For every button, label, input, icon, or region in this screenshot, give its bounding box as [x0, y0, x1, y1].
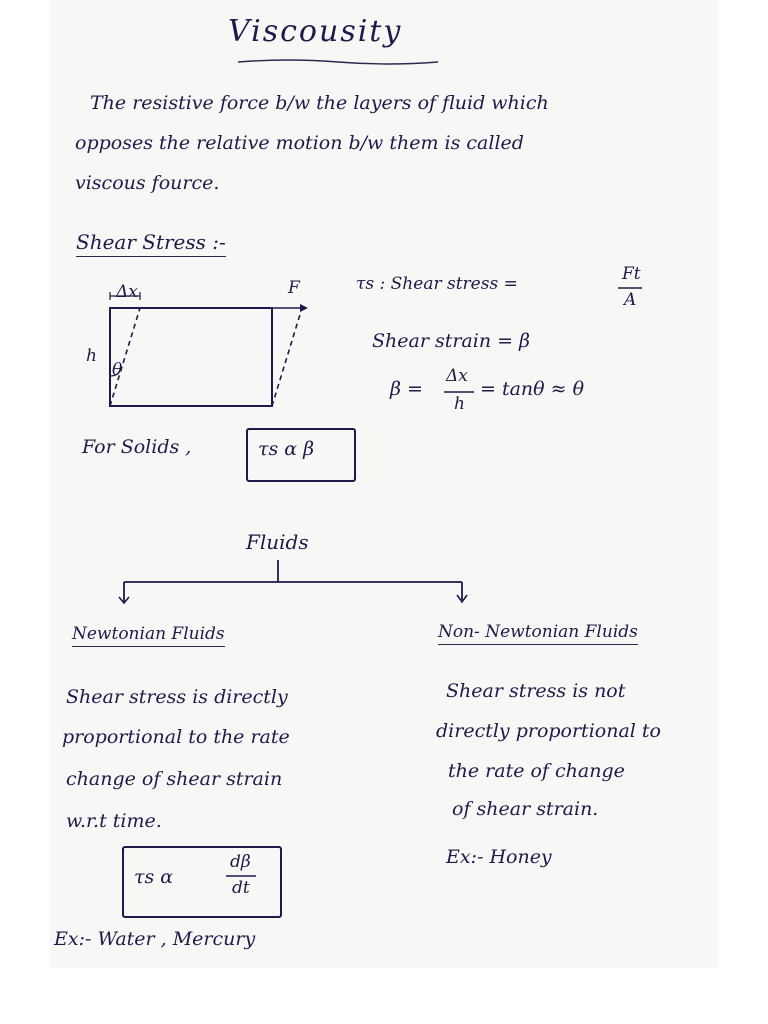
newtonian-formula-numerator: dβ — [230, 852, 251, 872]
shear-stress-formula: τs : Shear stress = — [356, 274, 518, 294]
non-newtonian-line-1: Shear stress is not — [446, 680, 626, 702]
beta-lhs: β = — [390, 378, 423, 400]
solids-formula: τs α β — [258, 438, 315, 460]
shear-diagram — [90, 280, 310, 430]
beta-rhs: = tanθ ≈ θ — [480, 378, 585, 400]
shear-stress-numerator: Ft — [622, 264, 641, 284]
definition-line-2: opposes the relative motion b/w them is called — [75, 132, 524, 154]
non-newtonian-heading: Non- Newtonian Fluids — [438, 622, 638, 645]
beta-numerator: Δx — [446, 366, 468, 386]
shear-stress-denominator: A — [624, 290, 637, 310]
newtonian-line-3: change of shear strain — [66, 768, 283, 790]
newtonian-line-4: w.r.t time. — [66, 810, 162, 832]
definition-line-1: The resistive force b/w the layers of fluid which — [90, 92, 549, 114]
non-newtonian-line-4: of shear strain. — [452, 798, 599, 820]
newtonian-formula-denominator: dt — [232, 878, 250, 898]
non-newtonian-line-2: directly proportional to — [436, 720, 661, 742]
dx-label: Δx — [116, 282, 138, 302]
definition-line-3: viscous fource. — [75, 172, 220, 194]
angle-label: θ — [112, 360, 123, 380]
shear-strain-line: Shear strain = β — [372, 330, 531, 352]
fluids-tree-lines — [116, 560, 476, 610]
solids-label: For Solids , — [82, 436, 192, 458]
non-newtonian-example: Ex:- Honey — [446, 846, 552, 868]
newtonian-heading: Newtonian Fluids — [72, 624, 225, 647]
newtonian-line-2: proportional to the rate — [62, 726, 290, 748]
beta-denominator: h — [454, 394, 465, 414]
newtonian-formula-lhs: τs α — [134, 866, 174, 888]
title-underline — [238, 58, 438, 68]
newtonian-line-1: Shear stress is directly — [66, 686, 288, 708]
newtonian-example: Ex:- Water , Mercury — [54, 928, 256, 950]
height-label: h — [86, 346, 97, 366]
force-label: F — [288, 278, 300, 298]
page-title: Viscousity — [228, 14, 403, 49]
fluids-root: Fluids — [246, 530, 309, 554]
non-newtonian-line-3: the rate of change — [448, 760, 625, 782]
shear-stress-heading: Shear Stress :- — [76, 230, 226, 257]
page-bottom-margin — [0, 968, 768, 1024]
